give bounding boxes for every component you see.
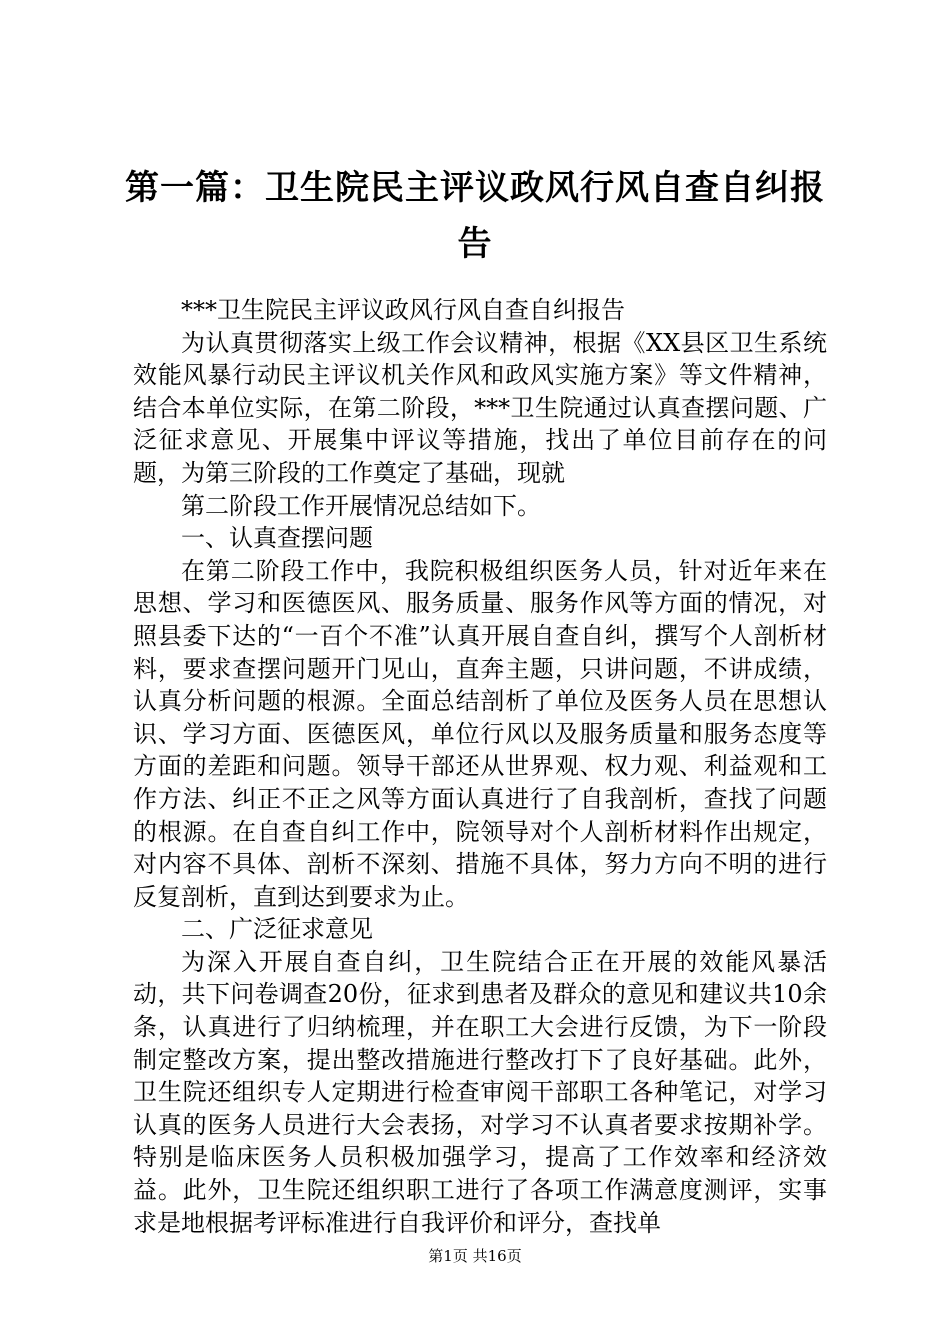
intro-paragraph: 为认真贯彻落实上级工作会议精神，根据《XX县区卫生系统效能风暴行动民主评议机关作风和政风实施方案》等文件精神，结合本单位实际，在第二阶段，***卫生院通过认真查摆问题、广泛征求意见、开展集中评议等措施，找出了单位目前存在的问题，为第三阶段的工作奠定了基础，现就 (133, 328, 827, 487)
section-2-paragraph: 为深入开展自查自纠，卫生院结合正在开展的效能风暴活动，共下问卷调查20份，征求到患者及群众的意见和建议共10余条，认真进行了归纳梳理，并在职工大会进行反馈，为下一阶段制定整改方案，提出整改措施进行整改打下了良好基础。此外，卫生院还组织专人定期进行检查审阅干部职工各种笔记，对学习认真的医务人员进行大会表扬，对学习不认真者要求按期补学。特别是临床医务人员积极加强学习，提高了工作效率和经济效益。此外，卫生院还组织职工进行了各项工作满意度测评，实事求是地根据考评标准进行自我评价和评分，查找单 (133, 947, 827, 1237)
title-line-2: 告 (457, 224, 493, 264)
title-line-1: 第一篇：卫生院民主评议政风行风自查自纠报 (125, 168, 825, 208)
section-heading-1: 一、认真查摆问题 (181, 524, 373, 553)
document-title (120, 160, 830, 272)
document-body (133, 294, 827, 1239)
page-footer: 第1页 共16页 (428, 1247, 522, 1265)
intro-continuation: 第二阶段工作开展情况总结如下。 (181, 491, 541, 520)
section-heading-2: 二、广泛征求意见 (181, 915, 373, 944)
section-1-paragraph: 在第二阶段工作中，我院积极组织医务人员，针对近年来在思想、学习和医德医风、服务质量、服务作风等方面的情况，对照县委下达的“一百个不准”认真开展自查自纠，撰写个人剖析材料，要求查摆问题开门见山，直奔主题，只讲问题，不讲成绩，认真分析问题的根源。全面总结剖析了单位及医务人员在思想认识、学习方面、医德医风，单位行风以及服务质量和服务态度等方面的差距和问题。领导干部还从世界观、权力观、利益观和工作方法、纠正不正之风等方面认真进行了自我剖析，查找了问题的根源。在自查自纠工作中，院领导对个人剖析材料作出规定，对内容不具体、剖析不深刻、措施不具体，努力方向不明的进行反复剖析，直到达到要求为止。 (133, 556, 827, 911)
report-subtitle: ***卫生院民主评议政风行风自查自纠报告 (181, 296, 625, 324)
